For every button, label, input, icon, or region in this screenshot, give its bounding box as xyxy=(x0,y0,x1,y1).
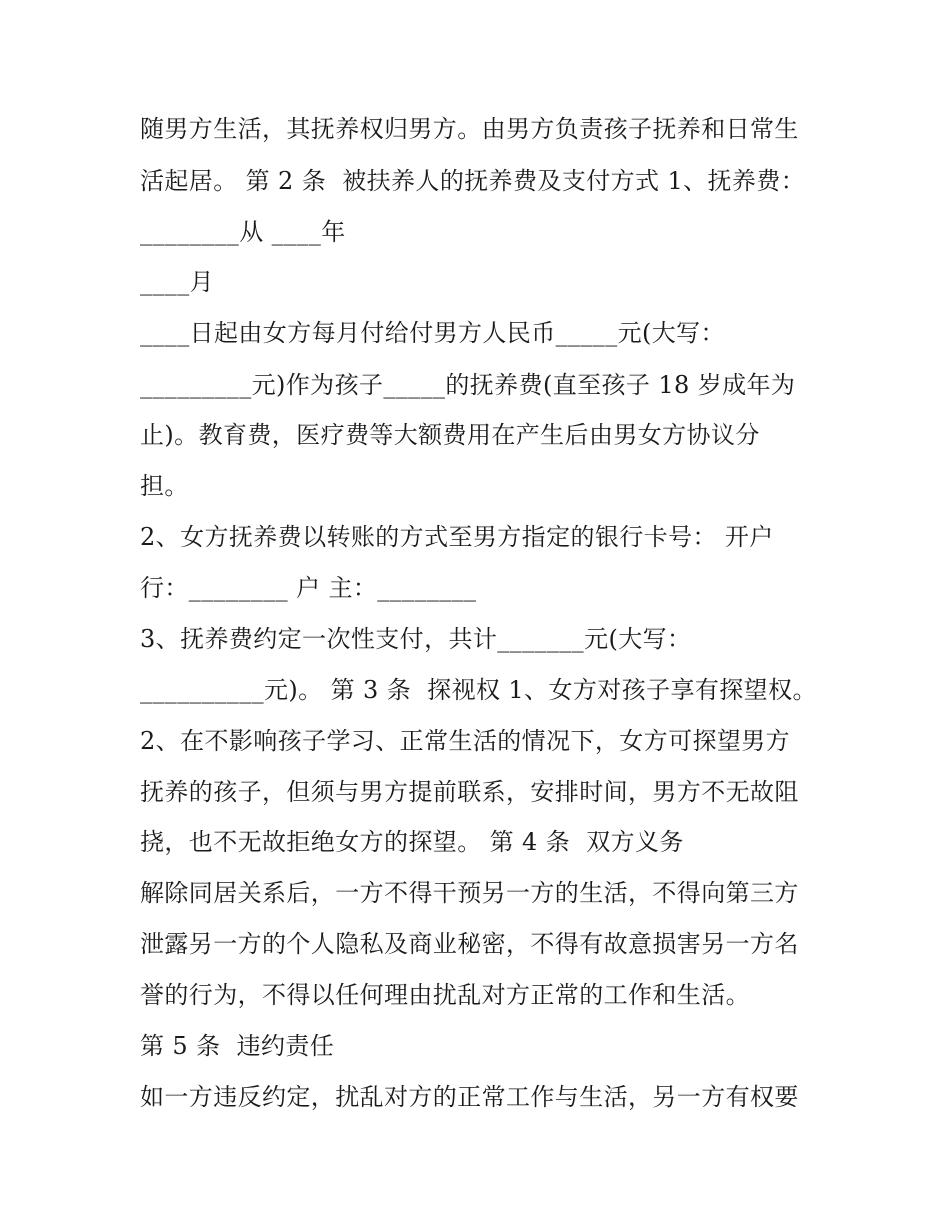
text-line: 活起居。 第 2 条 被扶养人的抚养费及支付方式 1、抚养费： xyxy=(140,167,806,195)
text-line: 随男方生活，其抚养权归男方。由男方负责孩子抚养和日常生 xyxy=(140,115,799,143)
text-line: 第 5 条 违约责任 xyxy=(140,1032,335,1060)
text-line: 2、在不影响孩子学习、正常生活的情况下，女方可探望男方 xyxy=(140,727,791,755)
text-line: 解除同居关系后，一方不得干预另一方的生活，不得向第三方 xyxy=(140,879,799,907)
text-line: 担。 xyxy=(140,472,189,500)
text-line: ________从 ____年 xyxy=(140,218,346,246)
text-line: __________元)。 第 3 条 探视权 1、女方对孩子享有探望权。 xyxy=(140,676,817,704)
text-line: 誉的行为，不得以任何理由扰乱对方正常的工作和生活。 xyxy=(140,981,750,1009)
text-line: 如一方违反约定，扰乱对方的正常工作与生活，另一方有权要 xyxy=(140,1083,799,1111)
text-line: 2、女方抚养费以转账的方式至男方指定的银行卡号： 开户 xyxy=(140,523,774,551)
text-line: 挠，也不无故拒绝女方的探望。 第 4 条 双方义务 xyxy=(140,828,684,856)
text-line: 3、抚养费约定一次性支付，共计_______元(大写： xyxy=(140,625,692,653)
text-line: 泄露另一方的个人隐私及商业秘密，不得有故意损害另一方名 xyxy=(140,930,799,958)
text-line: _________元)作为孩子_____的抚养费(直至孩子 18 岁成年为 xyxy=(140,371,796,399)
text-line: 行：________ 户 主：________ xyxy=(140,574,477,602)
text-line: ____月 xyxy=(140,268,214,296)
text-line: ____日起由女方每月付给付男方人民币_____元(大写： xyxy=(140,319,725,347)
text-line: 止)。教育费，医疗费等大额费用在产生后由男女方协议分 xyxy=(140,421,760,449)
text-line: 抚养的孩子，但须与男方提前联系，安排时间，男方不无故阻 xyxy=(140,778,799,806)
